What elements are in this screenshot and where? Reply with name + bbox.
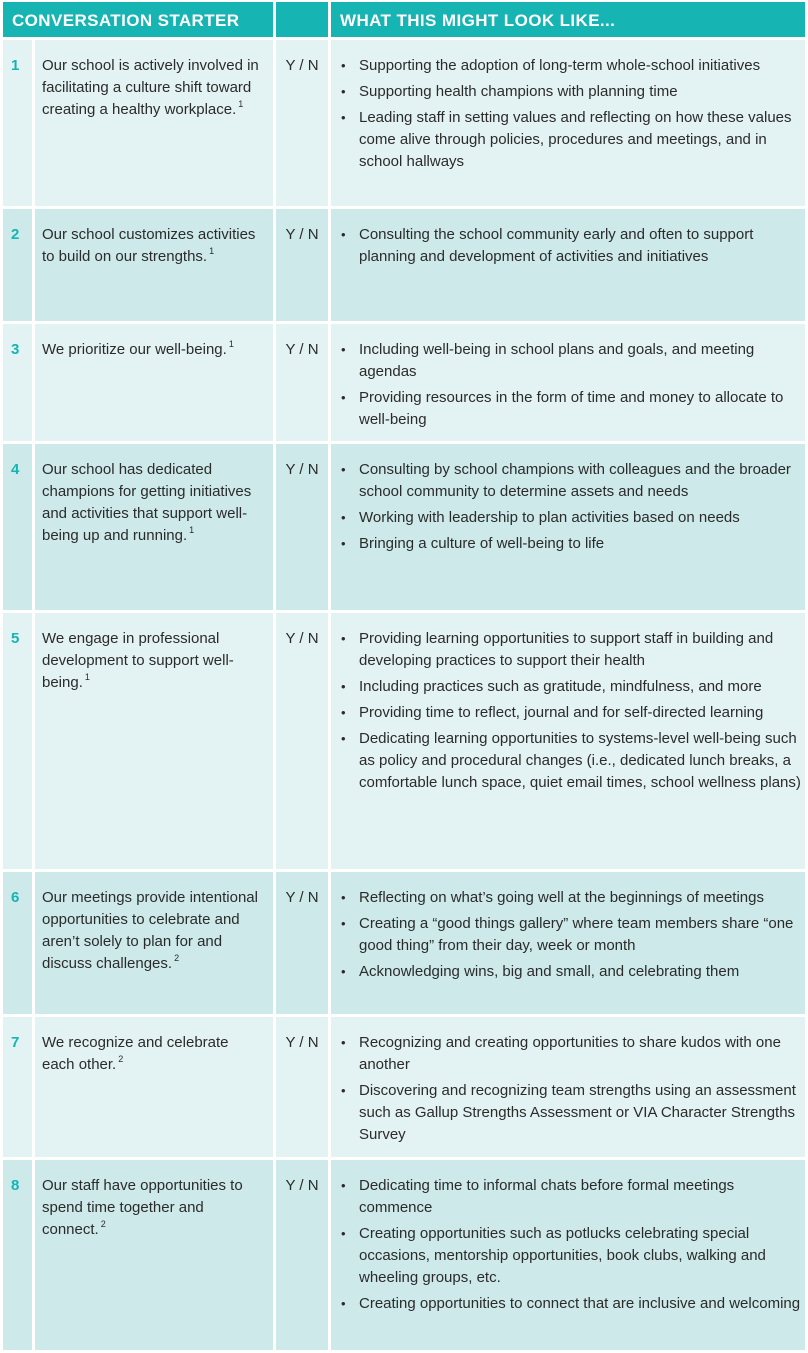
list-item bbox=[339, 387, 801, 431]
list-item-text: Creating opportunities to connect that are inclusive and welcoming bbox=[359, 1295, 801, 1312]
starter-text: Our school is actively involved in facilitating a culture shift toward creating a healthy workplace. bbox=[42, 57, 259, 118]
row-number: 7 bbox=[3, 1017, 32, 1157]
bullet-icon: • bbox=[341, 964, 346, 979]
list-item bbox=[339, 887, 801, 909]
bullet-icon: • bbox=[341, 631, 346, 646]
footnote-reference: 1 bbox=[84, 672, 90, 682]
bullet-icon: • bbox=[341, 110, 346, 125]
header-row bbox=[3, 2, 805, 37]
example-list bbox=[339, 887, 801, 983]
what-it-looks-like-cell bbox=[331, 872, 805, 1014]
what-it-looks-like-cell bbox=[331, 324, 805, 441]
list-item bbox=[339, 55, 801, 77]
list-item-text: Consulting the school community early and often to support planning and development of activities and initiatives bbox=[359, 226, 754, 265]
what-it-looks-like-cell bbox=[331, 613, 805, 869]
bullet-icon: • bbox=[341, 1178, 346, 1193]
bullet-icon: • bbox=[341, 227, 346, 242]
starter-text: Our school has dedicated champions for getting initiatives and activities that support well-being up and running. bbox=[42, 461, 252, 544]
example-list bbox=[339, 55, 801, 173]
list-item bbox=[339, 339, 801, 383]
what-it-looks-like-cell bbox=[331, 1160, 805, 1350]
footnote-reference: 1 bbox=[238, 99, 244, 109]
footnote-reference: 1 bbox=[228, 339, 234, 349]
bullet-icon: • bbox=[341, 536, 346, 551]
table-row bbox=[3, 1160, 805, 1350]
bullet-icon: • bbox=[341, 890, 346, 905]
starter-text: We recognize and celebrate each other. bbox=[42, 1034, 229, 1073]
list-item-text: Providing learning opportunities to support staff in building and developing practices to support their health bbox=[359, 630, 774, 669]
list-item-text: Leading staff in setting values and reflecting on how these values come alive through policies, procedures and meetings, and in school hallways bbox=[359, 109, 792, 170]
conversation-starter-cell bbox=[35, 40, 273, 206]
yes-no-cell: Y / N bbox=[276, 209, 328, 321]
yes-no-cell: Y / N bbox=[276, 613, 328, 869]
conversation-starter-cell bbox=[35, 613, 273, 869]
row-number: 3 bbox=[3, 324, 32, 441]
bullet-icon: • bbox=[341, 1296, 346, 1311]
row-number: 8 bbox=[3, 1160, 32, 1350]
starter-text: Our staff have opportunities to spend time together and connect. bbox=[42, 1177, 243, 1238]
list-item-text: Reflecting on what’s going well at the beginnings of meetings bbox=[359, 889, 764, 906]
conversation-starter-cell bbox=[35, 444, 273, 610]
list-item bbox=[339, 1080, 801, 1146]
starter-text: We engage in professional development to support well-being. bbox=[42, 630, 234, 691]
list-item bbox=[339, 728, 801, 794]
yes-no-cell: Y / N bbox=[276, 40, 328, 206]
header-yes-no bbox=[276, 2, 328, 37]
row-number: 4 bbox=[3, 444, 32, 610]
conversation-starter-cell bbox=[35, 209, 273, 321]
list-item bbox=[339, 676, 801, 698]
list-item bbox=[339, 81, 801, 103]
list-item bbox=[339, 1223, 801, 1289]
footnote-reference: 2 bbox=[100, 1219, 106, 1229]
list-item bbox=[339, 913, 801, 957]
yes-no-cell: Y / N bbox=[276, 1160, 328, 1350]
bullet-icon: • bbox=[341, 1035, 346, 1050]
footnote-reference: 2 bbox=[174, 953, 180, 963]
example-list bbox=[339, 1032, 801, 1146]
list-item-text: Including practices such as gratitude, mindfulness, and more bbox=[359, 678, 762, 695]
list-item bbox=[339, 1175, 801, 1219]
list-item bbox=[339, 224, 801, 268]
yes-no-cell: Y / N bbox=[276, 872, 328, 1014]
table-body bbox=[3, 40, 805, 1350]
list-item bbox=[339, 628, 801, 672]
list-item-text: Recognizing and creating opportunities to share kudos with one another bbox=[359, 1034, 781, 1073]
bullet-icon: • bbox=[341, 84, 346, 99]
bullet-icon: • bbox=[341, 58, 346, 73]
bullet-icon: • bbox=[341, 510, 346, 525]
list-item bbox=[339, 107, 801, 173]
bullet-icon: • bbox=[341, 462, 346, 477]
list-item bbox=[339, 533, 801, 555]
conversation-starter-cell bbox=[35, 1160, 273, 1350]
example-list bbox=[339, 459, 801, 555]
footnote-reference: 1 bbox=[209, 246, 215, 256]
list-item-text: Discovering and recognizing team strengths using an assessment such as Gallup Strengths Assessment or VIA Character Strengths Survey bbox=[359, 1082, 796, 1143]
list-item bbox=[339, 1293, 801, 1315]
what-it-looks-like-cell bbox=[331, 209, 805, 321]
header-what-this-might-look-like: WHAT THIS MIGHT LOOK LIKE... bbox=[331, 2, 805, 37]
example-list bbox=[339, 339, 801, 431]
list-item-text: Dedicating learning opportunities to systems-level well-being such as policy and procedural changes (i.e., dedicated lunch breaks, a comfortable lunch space, quiet email times, school wellness plans) bbox=[359, 730, 801, 791]
yes-no-cell: Y / N bbox=[276, 444, 328, 610]
list-item bbox=[339, 507, 801, 529]
list-item-text: Bringing a culture of well-being to life bbox=[359, 535, 605, 552]
footnote-reference: 1 bbox=[189, 525, 195, 535]
table-row bbox=[3, 872, 805, 1014]
row-number: 6 bbox=[3, 872, 32, 1014]
conversation-starter-cell bbox=[35, 872, 273, 1014]
yes-no-cell: Y / N bbox=[276, 1017, 328, 1157]
list-item-text: Including well-being in school plans and goals, and meeting agendas bbox=[359, 341, 755, 380]
table-row bbox=[3, 613, 805, 869]
footnote-reference: 2 bbox=[118, 1054, 124, 1064]
example-list bbox=[339, 628, 801, 794]
list-item-text: Providing time to reflect, journal and for self-directed learning bbox=[359, 704, 764, 721]
what-it-looks-like-cell bbox=[331, 1017, 805, 1157]
list-item-text: Acknowledging wins, big and small, and celebrating them bbox=[359, 963, 740, 980]
list-item-text: Working with leadership to plan activities based on needs bbox=[359, 509, 740, 526]
conversation-starter-cell bbox=[35, 1017, 273, 1157]
list-item-text: Dedicating time to informal chats before formal meetings commence bbox=[359, 1177, 735, 1216]
bullet-icon: • bbox=[341, 731, 346, 746]
what-it-looks-like-cell bbox=[331, 40, 805, 206]
table-row bbox=[3, 209, 805, 321]
starter-text: Our meetings provide intentional opportunities to celebrate and aren’t solely to plan for and discuss challenges. bbox=[42, 889, 258, 972]
list-item-text: Creating a “good things gallery” where team members share “one good thing” from their day, week or month bbox=[359, 915, 794, 954]
bullet-icon: • bbox=[341, 1083, 346, 1098]
starter-text: Our school customizes activities to build on our strengths. bbox=[42, 226, 256, 265]
bullet-icon: • bbox=[341, 916, 346, 931]
list-item-text: Creating opportunities such as potlucks celebrating special occasions, mentorship opportunities, book clubs, walking and wheeling groups, etc. bbox=[359, 1225, 766, 1286]
bullet-icon: • bbox=[341, 342, 346, 357]
example-list bbox=[339, 224, 801, 268]
row-number: 1 bbox=[3, 40, 32, 206]
bullet-icon: • bbox=[341, 390, 346, 405]
header-conversation-starter: CONVERSATION STARTER bbox=[3, 2, 273, 37]
starter-text: We prioritize our well-being. bbox=[42, 341, 227, 358]
list-item bbox=[339, 459, 801, 503]
bullet-icon: • bbox=[341, 679, 346, 694]
table-row bbox=[3, 1017, 805, 1157]
list-item-text: Supporting the adoption of long-term whole-school initiatives bbox=[359, 57, 761, 74]
row-number: 2 bbox=[3, 209, 32, 321]
table-row bbox=[3, 324, 805, 441]
what-it-looks-like-cell bbox=[331, 444, 805, 610]
list-item bbox=[339, 961, 801, 983]
table-row bbox=[3, 444, 805, 610]
list-item-text: Providing resources in the form of time and money to allocate to well-being bbox=[359, 389, 784, 428]
example-list bbox=[339, 1175, 801, 1315]
row-number: 5 bbox=[3, 613, 32, 869]
list-item-text: Supporting health champions with planning time bbox=[359, 83, 678, 100]
yes-no-cell: Y / N bbox=[276, 324, 328, 441]
list-item-text: Consulting by school champions with colleagues and the broader school community to determine assets and needs bbox=[359, 461, 791, 500]
list-item bbox=[339, 1032, 801, 1076]
conversation-starter-cell bbox=[35, 324, 273, 441]
bullet-icon: • bbox=[341, 705, 346, 720]
table-row bbox=[3, 40, 805, 206]
bullet-icon: • bbox=[341, 1226, 346, 1241]
list-item bbox=[339, 702, 801, 724]
